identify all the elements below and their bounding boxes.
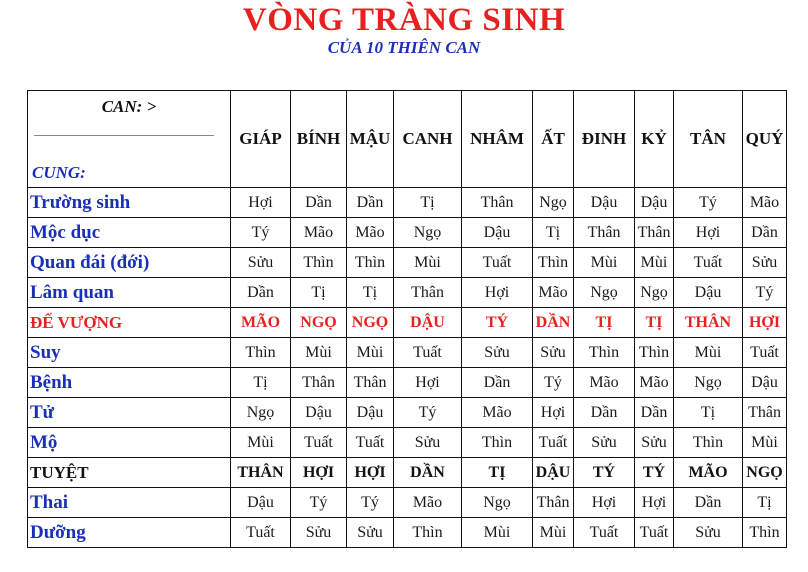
trang-sinh-table bbox=[27, 90, 787, 548]
row-label: Bệnh bbox=[28, 368, 231, 398]
table-cell: HỢI bbox=[743, 308, 787, 338]
table-cell: Mão bbox=[533, 278, 574, 308]
column-header: ĐINH bbox=[574, 91, 635, 188]
table-cell: TÝ bbox=[462, 308, 533, 338]
table-cell: Dậu bbox=[743, 368, 787, 398]
table-cell: Dậu bbox=[462, 218, 533, 248]
table-cell: Sửu bbox=[231, 248, 291, 278]
table-row bbox=[28, 428, 787, 458]
table-cell: Tuất bbox=[743, 338, 787, 368]
table-row bbox=[28, 248, 787, 278]
table-row bbox=[28, 338, 787, 368]
table-cell: Dần bbox=[635, 398, 674, 428]
column-header: NHÂM bbox=[462, 91, 533, 188]
table-cell: Sửu bbox=[743, 248, 787, 278]
table-cell: Mão bbox=[743, 188, 787, 218]
table-cell: Tý bbox=[394, 398, 462, 428]
row-label: Dưỡng bbox=[28, 518, 231, 548]
row-label: Thai bbox=[28, 488, 231, 518]
table-cell: Tý bbox=[291, 488, 347, 518]
table-cell: Thân bbox=[574, 218, 635, 248]
table-cell: Tuất bbox=[574, 518, 635, 548]
table-cell: Thìn bbox=[674, 428, 743, 458]
table-cell: Dậu bbox=[674, 278, 743, 308]
table-cell: Dần bbox=[291, 188, 347, 218]
row-label: ĐẾ VƯỢNG bbox=[28, 308, 231, 338]
table-cell: Tý bbox=[347, 488, 394, 518]
page-subtitle: CỦA 10 THIÊN CAN bbox=[327, 38, 481, 57]
table-row bbox=[28, 278, 787, 308]
table-cell: Mùi bbox=[574, 248, 635, 278]
table-cell: Tị bbox=[231, 368, 291, 398]
table-cell: HỢI bbox=[291, 458, 347, 488]
table-cell: Mão bbox=[462, 398, 533, 428]
table-cell: Ngọ bbox=[674, 368, 743, 398]
table-cell: NGỌ bbox=[347, 308, 394, 338]
table-cell: Hợi bbox=[394, 368, 462, 398]
corner-divider bbox=[34, 135, 214, 136]
table-body bbox=[28, 188, 787, 548]
row-label: Lâm quan bbox=[28, 278, 231, 308]
table-cell: DẦN bbox=[394, 458, 462, 488]
table-cell: Thìn bbox=[394, 518, 462, 548]
table-row bbox=[28, 308, 787, 338]
table-cell: Thân bbox=[462, 188, 533, 218]
table-cell: Tị bbox=[347, 278, 394, 308]
table-row bbox=[28, 518, 787, 548]
table-cell: Sửu bbox=[574, 428, 635, 458]
table-cell: Thân bbox=[635, 218, 674, 248]
table-cell: Sửu bbox=[533, 338, 574, 368]
table-cell: Thìn bbox=[574, 338, 635, 368]
header-row bbox=[28, 91, 787, 188]
table-cell: Dần bbox=[574, 398, 635, 428]
page-title: VÒNG TRÀNG SINH bbox=[242, 2, 566, 38]
column-header: MẬU bbox=[347, 91, 394, 188]
table-cell: Thìn bbox=[533, 248, 574, 278]
table-cell: Dần bbox=[674, 488, 743, 518]
table-cell: Thìn bbox=[635, 338, 674, 368]
table-cell: Tuất bbox=[347, 428, 394, 458]
table-cell: Mùi bbox=[533, 518, 574, 548]
table-cell: Thìn bbox=[291, 248, 347, 278]
table-cell: Dậu bbox=[231, 488, 291, 518]
table-cell: Mùi bbox=[462, 518, 533, 548]
table-cell: Mùi bbox=[231, 428, 291, 458]
table-cell: TỊ bbox=[635, 308, 674, 338]
table-cell: Dậu bbox=[635, 188, 674, 218]
table-cell: TÝ bbox=[635, 458, 674, 488]
column-header: QUÝ bbox=[743, 91, 787, 188]
table-cell: Tý bbox=[674, 188, 743, 218]
table-cell: Dậu bbox=[347, 398, 394, 428]
table-cell: Tý bbox=[743, 278, 787, 308]
table-cell: Ngọ bbox=[462, 488, 533, 518]
table-cell: Mùi bbox=[635, 248, 674, 278]
table-row bbox=[28, 398, 787, 428]
table-cell: Thân bbox=[394, 278, 462, 308]
table-cell: Mùi bbox=[347, 338, 394, 368]
table-cell: Tuất bbox=[291, 428, 347, 458]
table-cell: HỢI bbox=[347, 458, 394, 488]
table-cell: Ngọ bbox=[394, 218, 462, 248]
table-cell: Tị bbox=[533, 218, 574, 248]
table-cell: Ngọ bbox=[635, 278, 674, 308]
table-cell: Tuất bbox=[533, 428, 574, 458]
table-cell: Mão bbox=[635, 368, 674, 398]
corner-cung-label: CUNG: bbox=[32, 163, 86, 182]
table-cell: Sửu bbox=[347, 518, 394, 548]
column-header: GIÁP bbox=[231, 91, 291, 188]
table-cell: Mùi bbox=[394, 248, 462, 278]
table-cell: Thìn bbox=[743, 518, 787, 548]
table-cell: Sửu bbox=[674, 518, 743, 548]
table-row bbox=[28, 368, 787, 398]
table-cell: Ngọ bbox=[533, 188, 574, 218]
table-cell: Hợi bbox=[462, 278, 533, 308]
table-cell: Tuất bbox=[462, 248, 533, 278]
table-cell: TỊ bbox=[574, 308, 635, 338]
table-cell: Hợi bbox=[231, 188, 291, 218]
row-label: Mộ bbox=[28, 428, 231, 458]
table-cell: Tị bbox=[743, 488, 787, 518]
table-cell: Thân bbox=[533, 488, 574, 518]
table-cell: Mão bbox=[394, 488, 462, 518]
table-cell: Hợi bbox=[674, 218, 743, 248]
row-label: TUYỆT bbox=[28, 458, 231, 488]
table-cell: Dần bbox=[231, 278, 291, 308]
table-cell: Thìn bbox=[347, 248, 394, 278]
table-cell: Mùi bbox=[674, 338, 743, 368]
table-row bbox=[28, 458, 787, 488]
table-row bbox=[28, 488, 787, 518]
column-header: TÂN bbox=[674, 91, 743, 188]
table-cell: Thìn bbox=[231, 338, 291, 368]
table-cell: Sửu bbox=[291, 518, 347, 548]
table-cell: Dần bbox=[743, 218, 787, 248]
column-header: CANH bbox=[394, 91, 462, 188]
table-cell: Ngọ bbox=[574, 278, 635, 308]
row-label: Mộc dục bbox=[28, 218, 231, 248]
table-cell: TÝ bbox=[574, 458, 635, 488]
table-cell: Hợi bbox=[635, 488, 674, 518]
table-cell: Dậu bbox=[574, 188, 635, 218]
table-cell: Thân bbox=[347, 368, 394, 398]
table-cell: Hợi bbox=[533, 398, 574, 428]
table-cell: Tý bbox=[231, 218, 291, 248]
table-cell: Ngọ bbox=[231, 398, 291, 428]
table-cell: DẦN bbox=[533, 308, 574, 338]
table-cell: Mùi bbox=[291, 338, 347, 368]
table-cell: Thìn bbox=[462, 428, 533, 458]
table-cell: Tuất bbox=[674, 248, 743, 278]
table-cell: Dần bbox=[462, 368, 533, 398]
table-cell: NGỌ bbox=[291, 308, 347, 338]
table-cell: Thân bbox=[291, 368, 347, 398]
table-row bbox=[28, 218, 787, 248]
table-cell: Tị bbox=[674, 398, 743, 428]
row-label: Trường sinh bbox=[28, 188, 231, 218]
table-cell: Tuất bbox=[635, 518, 674, 548]
table-cell: MÃO bbox=[231, 308, 291, 338]
table-cell: Sửu bbox=[462, 338, 533, 368]
column-header: KỶ bbox=[635, 91, 674, 188]
table-cell: Sửu bbox=[394, 428, 462, 458]
table-cell: Dần bbox=[347, 188, 394, 218]
table-cell: Tị bbox=[291, 278, 347, 308]
table-cell: THÂN bbox=[674, 308, 743, 338]
column-header: BÍNH bbox=[291, 91, 347, 188]
table-cell: Mão bbox=[574, 368, 635, 398]
row-label: Tử bbox=[28, 398, 231, 428]
table-cell: DẬU bbox=[533, 458, 574, 488]
table-cell: Hợi bbox=[574, 488, 635, 518]
corner-cell bbox=[28, 91, 231, 188]
table-cell: Thân bbox=[743, 398, 787, 428]
table-cell: Mão bbox=[291, 218, 347, 248]
table-cell: TỊ bbox=[462, 458, 533, 488]
table-cell: Mão bbox=[347, 218, 394, 248]
table-cell: Tị bbox=[394, 188, 462, 218]
corner-can-label: CAN: > bbox=[101, 97, 157, 116]
table-cell: NGỌ bbox=[743, 458, 787, 488]
table-cell: Tý bbox=[533, 368, 574, 398]
row-label: Quan đái (đới) bbox=[28, 248, 231, 278]
table-cell: Tuất bbox=[394, 338, 462, 368]
column-header: ẤT bbox=[533, 91, 574, 188]
table-cell: Mùi bbox=[743, 428, 787, 458]
table-row bbox=[28, 188, 787, 218]
table-cell: Tuất bbox=[231, 518, 291, 548]
table-cell: MÃO bbox=[674, 458, 743, 488]
table-cell: DẬU bbox=[394, 308, 462, 338]
table-cell: Dậu bbox=[291, 398, 347, 428]
table-cell: Sửu bbox=[635, 428, 674, 458]
row-label: Suy bbox=[28, 338, 231, 368]
table-cell: THÂN bbox=[231, 458, 291, 488]
